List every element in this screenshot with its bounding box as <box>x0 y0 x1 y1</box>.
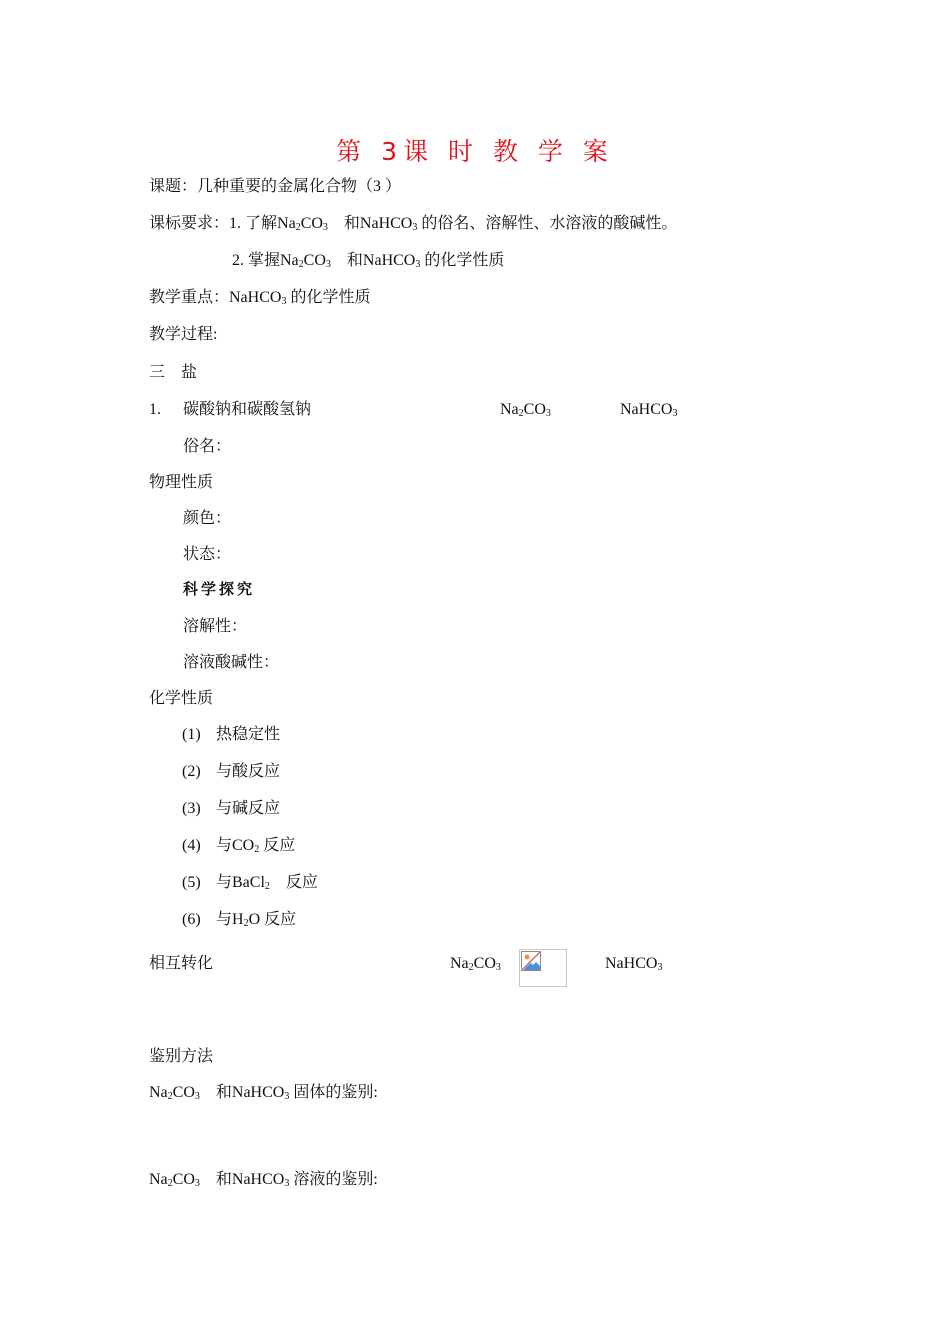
science-explore-heading: 科学探究 <box>183 582 256 598</box>
subscript: 3 <box>325 259 331 270</box>
subscript: 3 <box>412 222 418 233</box>
acidity-label: 溶液酸碱性： <box>183 654 280 671</box>
text: CO <box>172 1084 195 1101</box>
text: CO <box>473 955 496 972</box>
text: 反应 <box>269 874 318 891</box>
text: 与H <box>216 911 244 928</box>
property-item <box>216 910 296 930</box>
property-number: (1) <box>182 726 201 743</box>
text: 和NaHCO <box>199 1171 285 1188</box>
subscript: 2 <box>298 259 304 270</box>
text: Na <box>149 1171 168 1188</box>
topic-line: 课题：几种重要的金属化合物（3 ） <box>149 178 402 195</box>
common-name-label: 俗名： <box>183 438 232 455</box>
conversion-right-formula <box>605 954 662 974</box>
text: NaHCO <box>605 955 658 972</box>
conversion-label: 相互转化 <box>149 955 214 972</box>
text: 溶液的鉴别: <box>289 1171 378 1188</box>
property-number: (2) <box>182 763 201 780</box>
text: Na <box>450 955 469 972</box>
property-item <box>216 725 280 745</box>
color-label: 颜色： <box>183 510 232 527</box>
subscript: 3 <box>284 1178 290 1189</box>
subscript: 3 <box>672 408 678 419</box>
text: CO <box>172 1171 195 1188</box>
requirement-label: 课标要求： <box>149 215 230 232</box>
process-heading: 教学过程: <box>149 326 218 343</box>
key-point-line <box>149 288 370 308</box>
subscript: 2 <box>243 918 249 929</box>
text: 的俗名、溶解性、水溶液的酸碱性。 <box>417 215 678 232</box>
property-number: (6) <box>182 911 201 928</box>
text: 教学重点：NaHCO <box>149 289 282 306</box>
conversion-left-formula <box>450 954 501 974</box>
physical-properties-heading: 物理性质 <box>149 474 214 491</box>
subscript: 2 <box>167 1091 173 1102</box>
subscript: 3 <box>657 962 663 973</box>
subscript: 2 <box>264 881 270 892</box>
text: 与CO <box>216 837 255 854</box>
text: 热稳定性 <box>216 726 281 743</box>
subscript: 3 <box>281 296 287 307</box>
subscript: 2 <box>167 1178 173 1189</box>
column-header-na2co3 <box>500 400 551 420</box>
item-label: 碳酸钠和碳酸氢钠 <box>183 401 312 418</box>
text: O 反应 <box>248 911 297 928</box>
requirement-line-2 <box>232 251 504 271</box>
text: 的化学性质 <box>420 252 505 269</box>
property-number: (4) <box>182 837 201 854</box>
chemical-properties-heading: 化学性质 <box>149 690 214 707</box>
subscript: 3 <box>322 222 328 233</box>
text: 固体的鉴别: <box>289 1084 378 1101</box>
property-item <box>216 873 318 893</box>
property-number: (3) <box>182 800 201 817</box>
text: 的化学性质 <box>286 289 371 306</box>
text: Na <box>149 1084 168 1101</box>
subscript: 2 <box>254 844 260 855</box>
text: 和NaHCO <box>199 1084 285 1101</box>
subscript: 2 <box>518 408 524 419</box>
text: 与碱反应 <box>216 800 281 817</box>
identification-heading: 鉴别方法 <box>149 1048 214 1065</box>
solution-identification-line <box>149 1170 378 1190</box>
text: CO <box>523 401 546 418</box>
subscript: 3 <box>284 1091 290 1102</box>
broken-image-icon <box>521 951 541 971</box>
text: 与BaCl <box>216 874 265 891</box>
subscript: 3 <box>415 259 421 270</box>
text: 与酸反应 <box>216 763 281 780</box>
text: 和NaHCO <box>327 215 413 232</box>
text: 1. 了解Na <box>229 215 296 232</box>
solid-identification-line <box>149 1083 378 1103</box>
state-label: 状态： <box>183 546 232 563</box>
property-item <box>216 836 295 856</box>
text: 和NaHCO <box>330 252 416 269</box>
subscript: 3 <box>545 408 551 419</box>
text: CO <box>303 252 326 269</box>
page-title: 第 3课 时 教 学 案 <box>336 137 614 166</box>
subscript: 2 <box>295 222 301 233</box>
subscript: 3 <box>194 1091 200 1102</box>
column-header-nahco3 <box>620 400 677 420</box>
solubility-label: 溶解性： <box>183 618 248 635</box>
text: Na <box>500 401 519 418</box>
text: NaHCO <box>620 401 673 418</box>
text: 2. 掌握Na <box>232 252 299 269</box>
property-item <box>216 762 280 782</box>
property-item <box>216 799 280 819</box>
property-number: (5) <box>182 874 201 891</box>
conversion-arrow-image <box>519 949 567 987</box>
text: 反应 <box>259 837 296 854</box>
text: CO <box>300 215 323 232</box>
subscript: 3 <box>495 962 501 973</box>
item-number: 1. <box>149 401 161 418</box>
subscript: 3 <box>194 1178 200 1189</box>
requirement-line-1 <box>149 214 677 234</box>
subscript: 2 <box>468 962 474 973</box>
section-heading: 三 盐 <box>149 364 198 381</box>
